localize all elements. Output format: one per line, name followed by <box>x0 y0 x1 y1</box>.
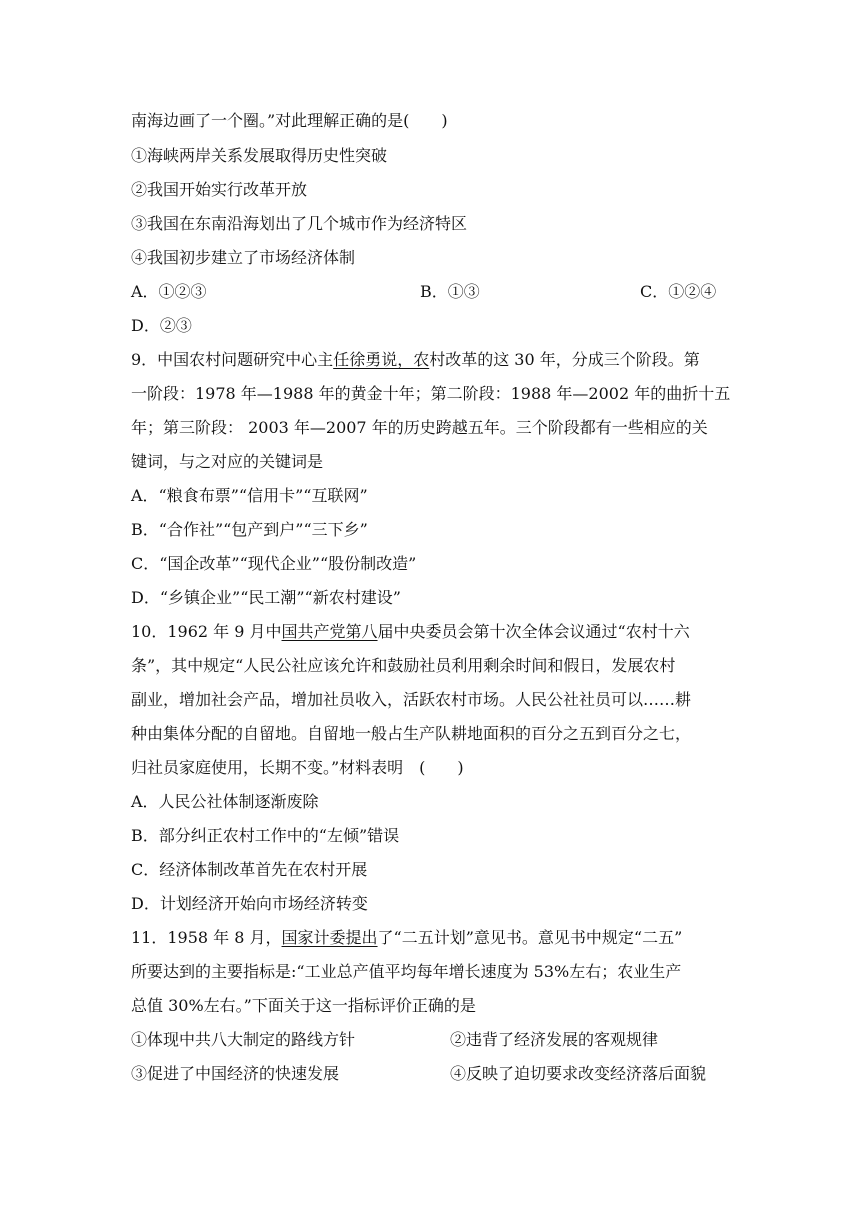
q11-item-3: ③促进了中国经济的快速发展 <box>131 1064 340 1083</box>
q10-option-a[interactable]: A．人民公社体制逐渐废除 <box>131 792 319 811</box>
q8-item-3: ③我国在东南沿海划出了几个城市作为经济特区 <box>131 214 468 233</box>
q9-stem-line-2: 一阶段：1978 年—1988 年的黄金十年；第二阶段：1988 年—2002 年的曲折十五 <box>131 384 731 403</box>
q11-stem-line-2: 所要达到的主要指标是:“工业总产值平均每年增长速度为 53%左右；农业生产 <box>131 962 682 981</box>
q8-stem-tail: 南海边画了一个圈。”对此理解正确的是( ) <box>131 111 448 130</box>
q11-stem-line-3: 总值 30%左右。”下面关于这一指标评价正确的是 <box>131 996 476 1015</box>
q9-text-1a: 9．中国农村问题研究中心主 <box>131 350 334 369</box>
q10-stem-line-3: 副业，增加社会产品，增加社员收入，活跃农村市场。人民公社社员可以……耕 <box>131 690 692 709</box>
q9-text-1b: 村改革的这 30 年，分成三个阶段。第 <box>429 350 700 369</box>
q11-item-4: ④反映了迫切要求改变经济落后面貌 <box>450 1064 707 1083</box>
q11-text-1b: 了“二五计划”意见书。意见书中规定“二五” <box>377 928 683 947</box>
q10-option-c[interactable]: C．经济体制改革首先在农村开展 <box>131 860 368 879</box>
q10-option-b[interactable]: B．部分纠正农村工作中的“左倾”错误 <box>131 826 400 845</box>
q9-option-d[interactable]: D．“乡镇企业”“民工潮”“新农村建设” <box>131 588 401 607</box>
q11-underlined-text: 国家计委提出 <box>281 928 378 947</box>
q10-stem-line-4: 种由集体分配的自留地。自留地一般占生产队耕地面积的百分之五到百分之七， <box>131 724 692 743</box>
q9-option-a[interactable]: A．“粮食布票”“信用卡”“互联网” <box>131 486 368 505</box>
q10-text-1b: 届中央委员会第十次全体会议通过“农村十六 <box>377 622 690 641</box>
q11-text-1a: 11．1958 年 8 月， <box>131 928 282 947</box>
q11-item-2: ②违背了经济发展的客观规律 <box>450 1030 659 1049</box>
q9-stem-line-3: 年；第三阶段： 2003 年—2007 年的历史跨越五年。三个阶段都有一些相应的关 <box>131 418 708 437</box>
q8-item-1: ①海峡两岸关系发展取得历史性突破 <box>131 146 388 165</box>
q11-item-1: ①体现中共八大制定的路线方针 <box>131 1030 356 1049</box>
q9-option-b[interactable]: B．“合作社”“包产到户”“三下乡” <box>131 520 368 539</box>
q8-option-a[interactable]: A．①②③ <box>131 282 207 301</box>
q8-option-c[interactable]: C．①②④ <box>640 282 717 301</box>
q8-option-b[interactable]: B．①③ <box>420 282 480 301</box>
q9-stem-line-1 <box>131 350 741 370</box>
q10-text-1a: 10．1962 年 9 月中 <box>131 622 282 641</box>
q11-stem-line-1 <box>131 928 741 948</box>
q9-stem-line-4: 键词，与之对应的关键词是 <box>131 452 324 471</box>
q10-stem-line-2: 条”，其中规定“人民公社应该允许和鼓励社员利用剩余时间和假日，发展农村 <box>131 656 676 675</box>
q8-option-d[interactable]: D．②③ <box>131 316 192 335</box>
q10-stem-line-1 <box>131 622 741 642</box>
q9-option-c[interactable]: C．“国企改革”“现代企业”“股份制改造” <box>131 554 417 573</box>
q9-underlined-text: 任徐勇说，农 <box>333 350 430 369</box>
q10-underlined-text: 国共产党第八 <box>281 622 378 641</box>
q10-option-d[interactable]: D．计划经济开始向市场经济转变 <box>131 894 368 913</box>
q10-stem-line-5: 归社员家庭使用，长期不变。”材料表明 ( ) <box>131 758 464 777</box>
q8-item-4: ④我国初步建立了市场经济体制 <box>131 248 356 267</box>
q8-item-2: ②我国开始实行改革开放 <box>131 180 308 199</box>
